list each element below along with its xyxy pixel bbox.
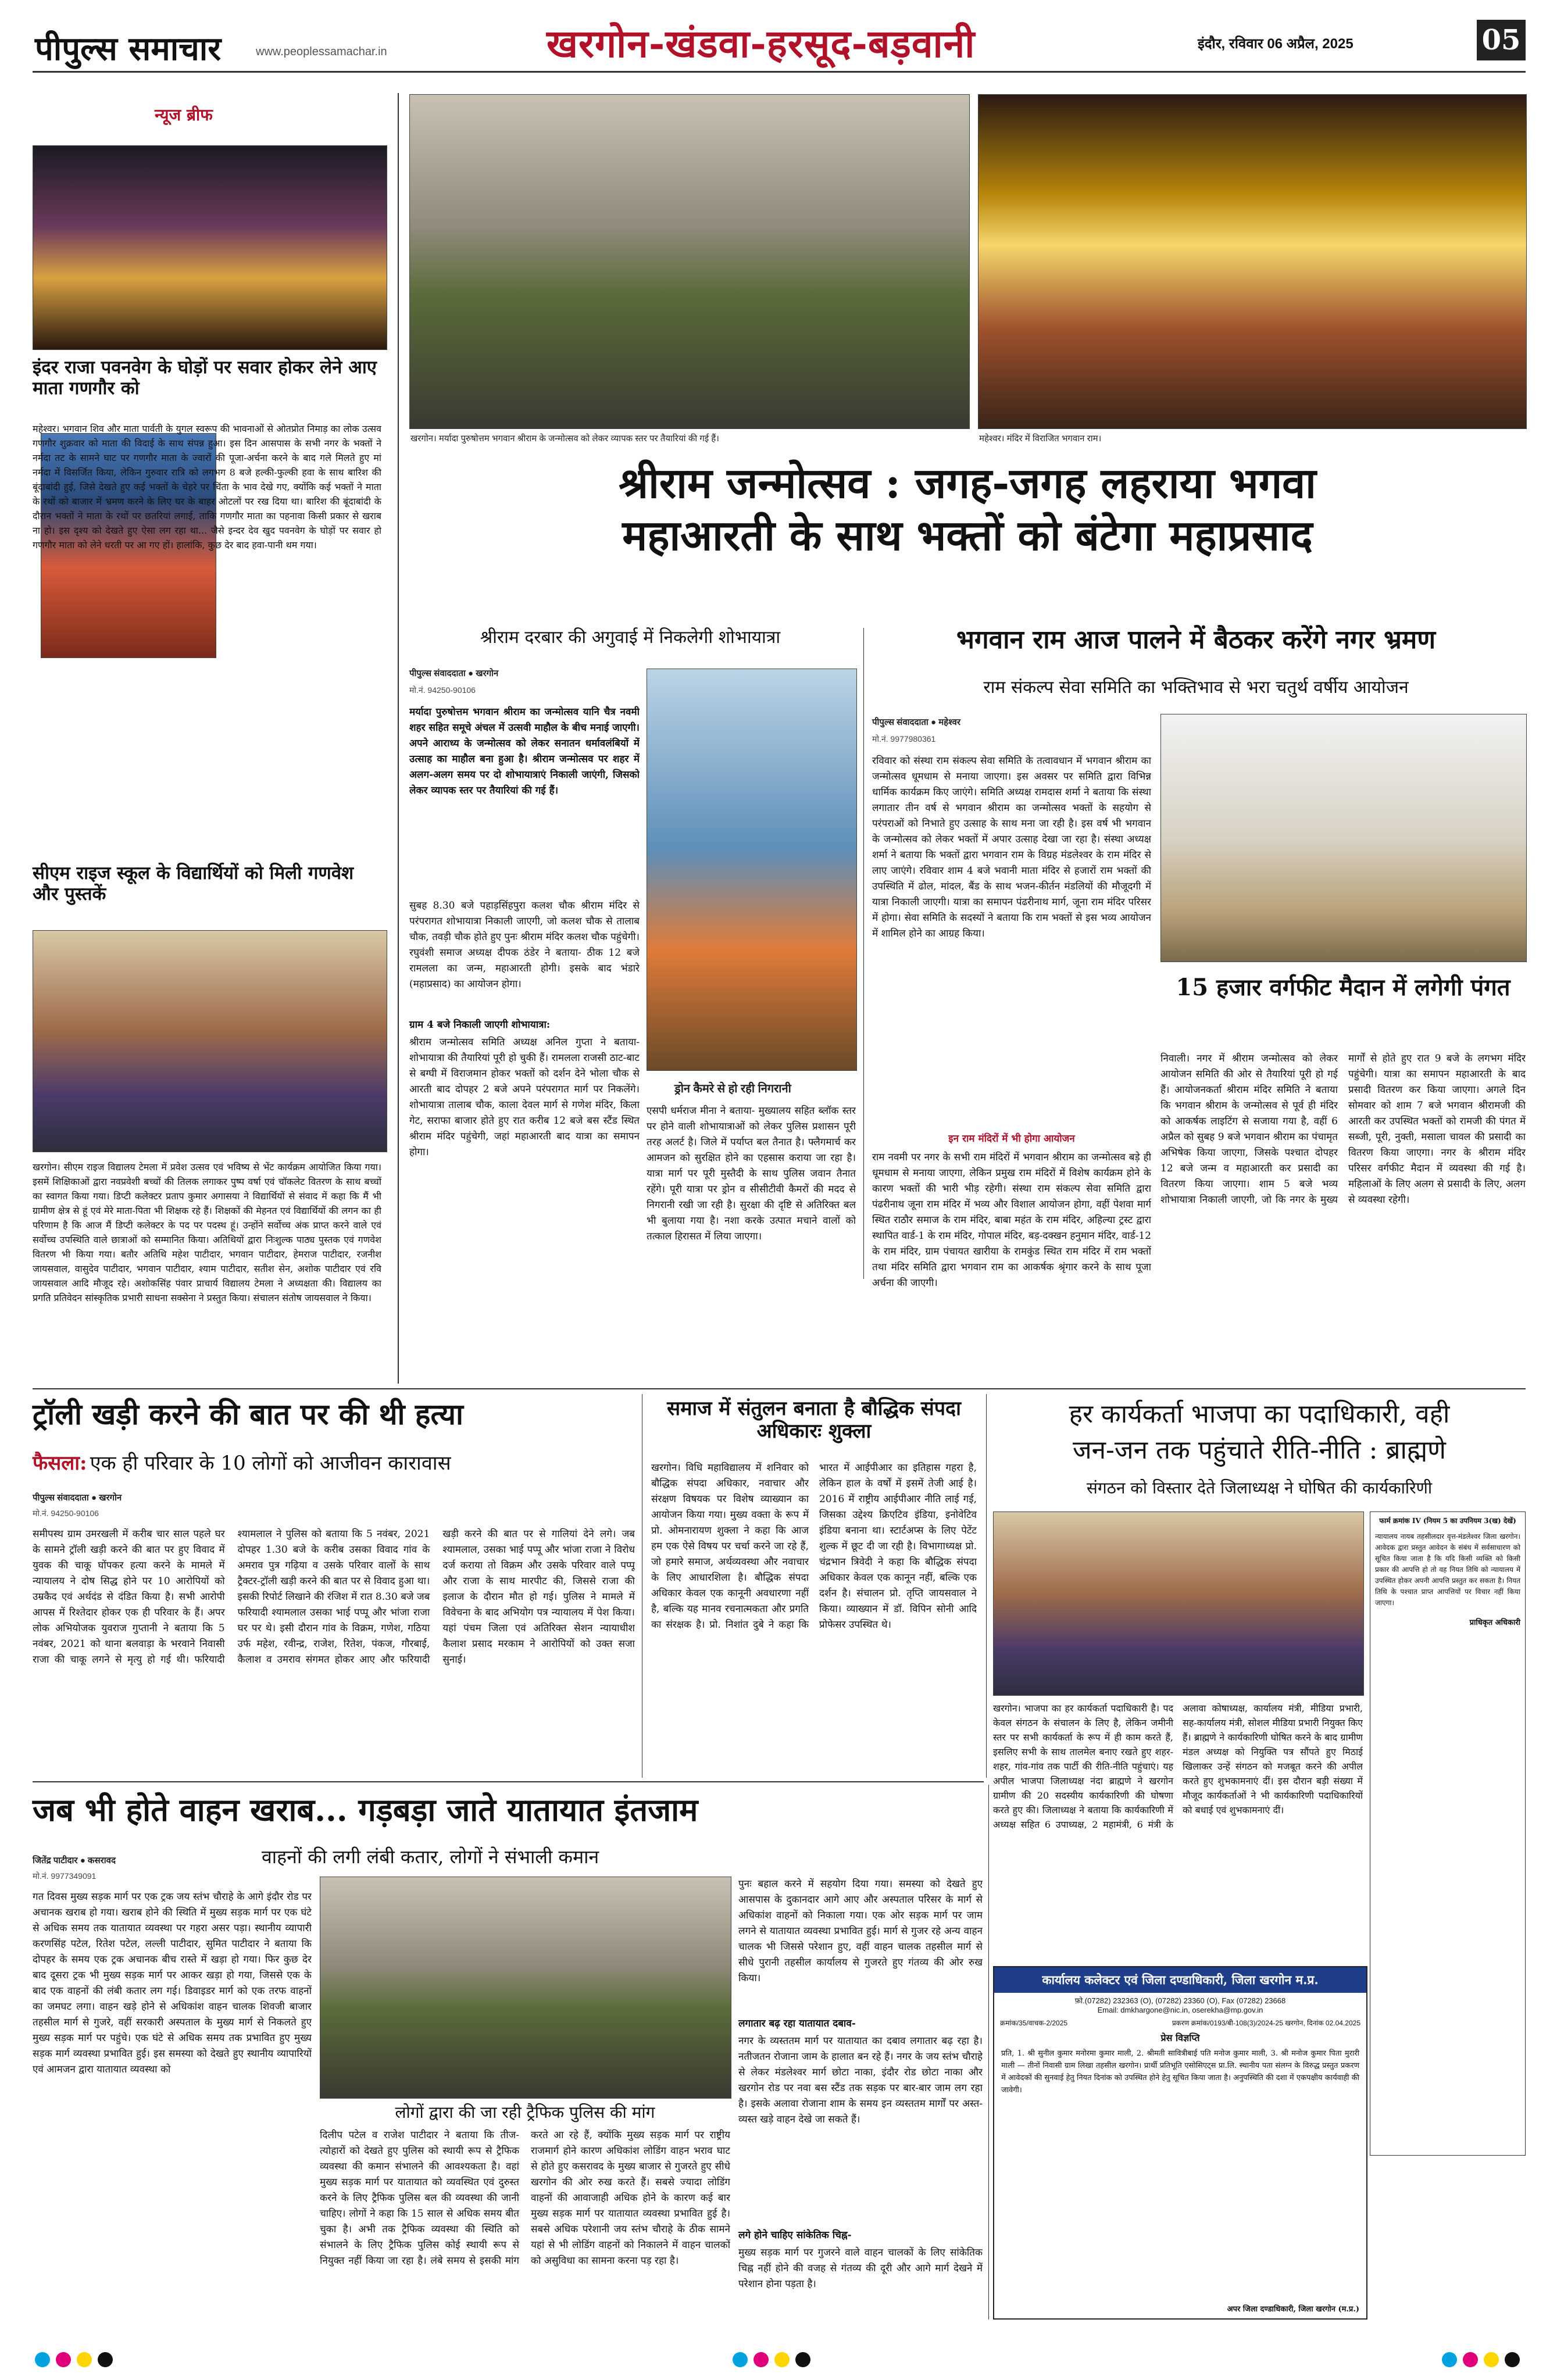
notice-body: प्रति, 1. श्री सुनील कुमार मनोरमा कुमार माली, 2. श्रीमती सावित्रीबाई पति मनोज कुमार माली, 3. श्री मनोज कुमार पिता मुरारी माली — तीनों निवासी ग्राम लिखा तहसील खरगोन। प्रार्थी प्रतिभूति एसोसिएट्स प्रा.लि. स्थानीय पता संलग्न के विरुद्ध प्रस्तुत प्रकरण में आवेदकों की सुनवाई हेतु नियत दिनांक को उपस्थित होने हेतु सूचित किया जाता है। अनुपस्थिति की दशा में एकपक्षीय कार्यवाही की जावेगी।	[1001, 2049, 1359, 2095]
black-mark	[98, 2352, 113, 2367]
traffic-body5: मुख्य सड़क मार्ग पर गुजरने वाले वाहन चालकों के लिए सांकेतिक चिह्न नहीं होने की वजह से गंतव्य की दूरी और आगे मार्ग देखने में परेशान होना पड़ता है।	[738, 2247, 983, 2290]
traffic-byline: जितेंद्र पाटीदार ● कसरावद	[33, 1856, 116, 1866]
school-photo	[33, 930, 387, 1152]
street-decoration-photo	[409, 94, 970, 429]
news-brief-1-headline: इंदर राजा पवनवेग के घोड़ों पर सवार होकर लेने आए माता गणगौर को	[33, 357, 377, 399]
main-subhead-col1: ग्राम 4 बजे निकाली जाएगी शोभायात्रा:	[409, 1019, 551, 1031]
right-body1: रविवार को संस्था राम संकल्प सेवा समिति के तत्वावधान में भगवान श्रीराम का जन्मोत्सव धूमधाम से मनाया जाएगा। इस अवसर पर समिति द्वारा विभिन्न धार्मिक कार्यक्रम किए जाएंगे। समिति अध्यक्ष रामदास शर्मा ने बताया कि संस्था लगातार तीन वर्ष से भगवान श्रीराम का जन्मोत्सव भक्तों के सहयोग से परंपराओं को निभाते हुए उत्साह के साथ मना जा रही है। इस वर्ष भी भगवान के जन्मोत्सव को लेकर भक्तों में अपार उत्साह देखा जा रहा है। संस्था अध्यक्ष शर्मा ने बताया कि भक्तों द्वारा भगवान राम के विग्रह मंडलेश्वर के राम मंदिर से लाए जाएंगे। रविवार शाम 4 बजे भवानी माता मंदिर से हजारों राम भक्तों की उपस्थिति में ढोल, मांदल, बैंड के साथ भजन-कीर्तन मंडलियों की मौजूदगी में यात्रा निकाली जाएगी। यात्रा का समापन पंढरीनाथ मार्ग, जूना राम मंदिर परिसर में होगा। सेवा समिति के सदस्यों ने बताया कि राम भक्तों से इस भव्य आयोजन में शामिल होने का आग्रह किया।	[872, 755, 1151, 939]
ram-statue-photo	[647, 669, 857, 1071]
box-headline: 15 हजार वर्गफीट मैदान में लगेगी पंगत	[1176, 974, 1510, 1001]
traffic-sub: लगातार बढ़ रहा यातायात दबाव-	[738, 2018, 856, 2029]
collector-notice	[993, 1966, 1367, 2320]
right-mobile: मो.नं. 9977980361	[872, 734, 936, 744]
page-number: 05	[1477, 20, 1526, 60]
column-divider-4	[988, 1785, 989, 2320]
bjp-headline-line2: जन-जन तक पहुंचाते रीति-नीति : ब्राह्मणे	[1072, 1435, 1446, 1465]
yellow-mark	[774, 2352, 790, 2367]
side-notice-body: न्यायालय नायब तहसीलदार वृत्त-मंडलेश्वर जिला खरगोन। आवेदक द्वारा प्रस्तुत आवेदन के संबंध में सर्वसाधारण को सूचित किया जाता है कि यदि किसी व्यक्ति को किसी प्रकार की आपत्ति हो तो वह नियत तिथि को न्यायालय में उपस्थित होकर अपनी आपत्ति प्रस्तुत कर सकता है। नियत तिथि के पश्चात प्राप्त आपत्तियों पर विचार नहीं किया जाएगा।	[1375, 1532, 1520, 1607]
section-rule-2	[33, 1781, 984, 1782]
right-subheadline: राम संकल्प सेवा समिति का भक्तिभाव से भरा चतुर्थ वर्षीय आयोजन	[983, 677, 1409, 698]
side-notice-header: फार्म क्रमांक IV (नियम 5 का उपनियम 3(ख) देखें)	[1379, 1517, 1516, 1525]
side-notice-footer: प्राधिकृत अधिकारी	[1469, 1618, 1520, 1627]
notice-email: Email: dmkhargone@nic.in, oserekha@mp.gov.in	[1097, 2006, 1263, 2014]
traffic-body3: पुनः बहाल करने में सहयोग दिया गया। समस्या को देखते हुए आसपास के दुकानदार आगे आए और अस्पताल परिसर के मार्ग से अधिकांश वाहनों को निकाला गया। एक ओर सड़क मार्ग पर जाम लगने से यातायात व्यवस्था प्रभावित हुई। मार्ग से गुजर रहे अन्य वाहन चालक भी जिससे परेशान हुए, वहीं वाहन चालक तहसील मार्ग से सीधे पुरानी तहसील कार्यालय से गुजरते हुए गंतव्य की ओर रुख किया।	[738, 1878, 983, 1984]
cyan-mark	[1442, 2352, 1457, 2367]
column-divider	[398, 93, 399, 1384]
trolley-deck	[33, 1449, 637, 1475]
main-headline-line1: श्रीराम जन्मोत्सव : जगह-जगह लहराया भगवा	[619, 458, 1316, 508]
left-mobile: मो.नं. 94250-90106	[409, 685, 476, 695]
news-brief-1-body: महेश्वर। भगवान शिव और माता पार्वती के युगल स्वरूप की भावनाओं से ओतप्रोत निमाड़ का लोक उत्सव गणगौर शुक्रवार को माता की विदाई के साथ संपन्न हुआ। इस दिन आसपास के सभी नगर के भक्तों ने नर्मदा तट के सामने घाट पर गणगौर माता के ज्वारों की पूजा-अर्चना करने के बाद गले मिलते हुए मां नर्मदा में विसर्जित किया, लेकिन गुरुवार रात्रि को लगभग 8 बजे हल्की-फुल्की हवा के साथ बारिश की बूंदाबांदी हुई, जिसे देखते हुए कई भक्तों के चेहरे पर चिंता के भाव देखे गए, क्योंकि कई भक्तों ने माता के रथों को बाजार में भ्रमण करने के लिए घर के बाहर ओटलों पर रख दिया था। बारिश की बूंदाबांदी के दौरान भक्तों ने माता के रथों पर छतरियां लगाई, ताकि गणगौर माता का पहनावा किसी प्रकार से खराब ना हो। इस दृश्य को देखते हुए ऐसा लग रहा था... जैसे इन्दर देव खुद पवनवेग के घोड़ों पर सवार हो गणगौर माता को लेने धरती पर आ गए हों। हालांकि, कुछ देर बाद हवा-पानी थम गया।	[33, 423, 381, 551]
bjp-body: खरगोन। भाजपा का हर कार्यकर्ता पदाधिकारी है। पद केवल संगठन के संचालन के लिए है, लेकिन जमीनी स्तर पर सभी कार्यकर्ता के रूप में ही काम करते हैं, इसलिए सभी के साथ तालमेल बनाए रखते हुए शहर-शहर, गांव-गांव तक पार्टी की रीति-नीति पहुंचाएं। यह अपील भाजपा जिलाध्यक्ष नंदा ब्राह्मणे ने खरगोन ग्रामीण की 20 सदस्यीय कार्यकारिणी की घोषणा करते हुए की। जिलाध्यक्ष ने बताया कि कार्यकारिणी में अध्यक्ष सहित 6 उपाध्यक्ष, 2 महामंत्री, 6 मंत्री के अलावा कोषाध्यक्ष, कार्यालय मंत्री, मीडिया प्रभारी, सह-कार्यालय मंत्री, सोशल मीडिया प्रभारी नियुक्त किए हैं। ब्राह्मणे ने कार्यकारिणी घोषित करने के बाद ग्रामीण मंडल अध्यक्ष को नियुक्ति पत्र सौंपते हुए मिठाई खिलाकर उन्हें संगठन को मजबूत करने की अपील करते हुए शुभकामनाएं दीं। इस दौरान बड़ी संख्या में मौजूद कार्यकर्ताओं ने भी कार्यकारिणी पदाधिकारियों को बधाई एवं शुभकामनाएं दीं।	[993, 1703, 1363, 1830]
temple-photo-caption: महेश्वर। मंदिर में विराजित भगवान राम।	[979, 434, 1102, 444]
box-body: निवाली। नगर में श्रीराम जन्मोत्सव को लेकर आयोजन समिति की ओर से तैयारियां पूरी हो गई हैं। आयोजनकर्ता श्रीराम मंदिर समिति ने बताया कि भगवान श्रीराम के जन्मोत्सव से पूर्व ही मंदिर को आकर्षक लाइटिंग से सजाया गया है, वहीं 6 अप्रैल को सुबह 9 बजे भगवान श्रीराम का पंचामृत अभिषेक किया जाएगा, जिसके पश्चात दोपहर 12 बजे जन्म व महाआरती कर प्रसादी का वितरण किया जाएगा। शाम 5 बजे भव्य शोभायात्रा निकाली जाएगी, जो कि नगर के मुख्य मार्गों से होते हुए रात 9 बजे के लगभग मंदिर पहुंचेगी। यात्रा का समापन महाआरती के बाद प्रसादी वितरण कर किया जाएगा। अगले दिन सोमवार को शाम 7 बजे भगवान श्रीरामजी की आरती कर उपस्थित भक्तों को रामजी की पंगत में सब्जी, पूरी, नुक्ती, मसाला चावल की प्रसादी का वितरण किया जाएगा। नगर के श्रीराम मंदिर परिसर वर्गफीट मैदान में व्यवस्था की गई है। महिलाओं के लिए अलग से प्रसादी के लिए, अलग से व्यवस्था रहेगी।	[1160, 1053, 1526, 1206]
traffic-headline: जब भी होते वाहन खराब... गड़बड़ा जाते यातायात इंतजाम	[33, 1791, 698, 1828]
trolley-mobile: मो.नं. 94250-90106	[33, 1509, 99, 1518]
left-subheadline: श्रीराम दरबार की अगुवाई में निकलेगी शोभायात्रा	[480, 627, 781, 648]
main-body-col2: एसपी धर्मराज मीना ने बताया- मुख्यालय सहित ब्लॉक स्तर पर होने वाली शोभायात्राओं को लेकर पुलिस प्रशासन पूरी तरह अलर्ट है। जिले में पर्याप्त बल तैनात है। फ्लैगमार्च कर आमजन को सुरक्षित होने का एहसास कराया जा रहा है। यात्रा मार्ग पर पूरी मुस्तैदी के साथ पुलिस जवान तैनात रहेंगे। पूरी यात्रा पर ड्रोन व सीसीटीवी कैमरों की मदद से निगरानी रखी जा रही है। सुरक्षा की दृष्टि से अतिरिक्त बल भी बुलाया गया है। नशा करके उत्पात मचाने वालों को तत्काल हिरासत में लिया जाएगा।	[647, 1105, 856, 1242]
magenta-mark	[753, 2352, 769, 2367]
bjp-group-photo	[993, 1511, 1364, 1696]
traffic-body2: दिलीप पटेल व राजेश पाटीदार ने बताया कि तीज-त्योहारों को देखते हुए पुलिस को स्थायी रूप से ट्रैफिक व्यवस्था की कमान संभालने की आवश्यकता है। वहां मुख्य सड़क मार्ग पर यातायात को व्यवस्थित एवं दुरुस्त करने के लिए ट्रैफिक पुलिस बल की व्यवस्था की जानी चाहिए। लोगों ने कहा कि 15 साल से अधिक समय बीत चुका है। अभी तक ट्रैफिक व्यवस्था की स्थिति को संभालने के लिए ट्रैफिक पुलिस कोई स्थायी रूप से नियुक्त नहीं किया जा रहा है। लंबे समय से इसकी मांग करते आ रहे हैं, क्योंकि मुख्य सड़क मार्ग पर राष्ट्रीय राजमार्ग होने कारण अधिकांश लोडिंग वाहन भराव घाट से होते हुए कसरावद के मुख्य बाजार से गुजरते हुए सीधे खरगोन की ओर रुख करते हैं। सबसे ज्यादा लोडिंग वाहनों की आवाजाही अधिक होने के कारण कई बार मुख्य सड़क मार्ग पर यातायात व्यवस्था प्रभावित हुई है। सबसे अधिक परेशानी जय स्तंभ चौराहे के ठीक सामने यहां से भी लोडिंग वाहनों को निकालने में वाहन चालकों को असुविधा का सामना करना पड़ रहा है।	[320, 2129, 730, 2267]
masthead	[0, 0, 1557, 87]
gangaur-photo	[33, 145, 387, 350]
news-brief-2-body: खरगोन। सीएम राइज विद्यालय टेमला में प्रवेश उत्सव एवं भविष्य से भेंट कार्यक्रम आयोजित किया गया। इसमें शिक्षिकाओं द्वारा नवप्रवेशी बच्चों की तिलक लगाकर पुष्प वर्षा एवं चॉकलेट वितरण के साथ बच्चों का स्वागत किया गया। डिप्टी कलेक्टर प्रताप कुमार अगासया ने विद्यार्थियों से संवाद में कहा कि मैं भी ग्रामीण क्षेत्र से हूं एवं मेरे माता-पिता भी शिक्षक रहे हैं। शिक्षकों की मेहनत एवं विद्यार्थियों की लगन का ही परिणाम है कि आज मैं डिप्टी कलेक्टर के पद पर पदस्थ हूं। उन्होंने सर्वोच्च अंक प्राप्त करने वाले एवं सर्वोच्च उपस्थिति वाले छात्राओं को सम्मानित किया। अतिथियों द्वारा निःशुल्क पाठ्य पुस्तक एवं गणवेश वितरण भी किया गया। बतौर अतिथि महेश पाटीदार, भगवान पाटीदार, हेमराज पाटीदार, रजनीश जायसवाल, वासुदेव पाटीदार, भगवान पाटीदार, श्याम पाटीदार, सतीश सेन, अशोक पाटीदार एवं रवि जायसवाल आदि मौजूद रहे। अशोकसिंह पंवार प्राचार्य विद्यालय टेमला ने अध्यक्षता की। विद्यालय का प्रगति प्रतिवेदन सांस्कृतिक प्रभारी साधना सक्सेना ने प्रस्तुत किया। संचालन संतोष जायसवाल ने किया।	[33, 1162, 381, 1303]
registration-marks	[0, 2349, 1557, 2372]
section-rule-1	[33, 1388, 1526, 1389]
main-body-col1: सुबह 8.30 बजे पहाड़सिंहपुरा कलश चौक श्रीराम मंदिर से परंपरागत शोभायात्रा निकाली जाएगी, जो कलश चौक से तालाब चौक, तवड़ी चौक होते हुए पुनः श्रीराम मंदिर कलश चौक पहुंचेगी। रघुवंशी समाज अध्यक्ष दीपक ठंडेर ने बताया- ठीक 12 बजे रामलला का जन्म, महाआरती होगी। इसके बाद भंडारे (महाप्रसाद) का आयोजन होगा।	[409, 900, 640, 990]
black-mark	[795, 2352, 810, 2367]
street-photo-caption: खरगोन। मर्यादा पुरुषोत्तम भगवान श्रीराम के जन्मोत्सव को लेकर व्यापक स्तर पर तैयारियां की गई हैं।	[410, 434, 719, 444]
main-intro: मर्यादा पुरुषोत्तम भगवान श्रीराम का जन्मोत्सव यानि चैत्र नवमी शहर सहित समूचे अंचल में उत्सवी माहौल के बीच मनाई जाएगी। अपने आराध्य के जन्मोत्सव को लेकर सनातन धर्मावलंबियों में उत्साह का माहौल बना हुआ है। श्रीराम जन्मोत्सव पर शहर में अलग-अलग समय पर दो शोभायात्राएं निकाली जाएंगी, जिसको लेकर व्यापक स्तर पर तैयारियां की गई हैं।	[409, 706, 640, 796]
main-body-col1b: श्रीराम जन्मोत्सव समिति अध्यक्ष अनिल गुप्ता ने बताया- शोभायात्रा की तैयारियां पूरी हो चुकी हैं। रामलला राजसी ठाट-बाट से बग्घी में विराजमान होकर भक्तों को दर्शन देने भोला चौक से आरती बाद दोपहर 2 बजे अपने परंपरागत मार्ग पर निकलेंगे। शोभायात्रा तालाब चौक, काला देवल मार्ग से गणेश मंदिर, किला गेट, सराफा बाजार होते हुए रात करीब 12 बजे बस स्टैंड स्थित श्रीराम मंदिर पहुंचेगी, जहां महाआरती बाद यात्रा का समापन होगा।	[409, 1037, 640, 1158]
trolley-deck-text: एक ही परिवार के 10 लोगों को आजीवन कारावास	[90, 1452, 451, 1475]
section-title: खरगोन-खंडवा-हरसूद-बड़वानी	[547, 21, 976, 66]
magenta-mark	[56, 2352, 71, 2367]
black-mark	[1505, 2352, 1520, 2367]
notice-footer: अपर जिला दण्डाधिकारी, जिला खरगोन (म.प्र.)	[1227, 2305, 1359, 2314]
traffic-photo-caption: लोगों द्वारा की जा रही ट्रैफिक पुलिस की मांग	[395, 2103, 655, 2122]
temple-lighting-photo	[1160, 714, 1527, 962]
trolley-headline: ट्रॉली खड़ी करने की बात पर की थी हत्या	[33, 1397, 463, 1431]
bjp-subheadline: संगठन को विस्तार देते जिलाध्यक्ष ने घोषित की कार्यकारिणी	[1086, 1478, 1433, 1498]
masthead-url: www.peoplessamachar.in	[256, 45, 387, 58]
trolley-deck-label: फैसला:	[33, 1452, 87, 1475]
trolley-byline: पीपुल्स संवाददाता ● खरगोन	[33, 1493, 122, 1503]
statue-photo-caption: ड्रोन कैमरे से हो रही निगरानी	[674, 1082, 791, 1095]
right-subhead2: इन राम मंदिरों में भी होगा आयोजन	[948, 1133, 1075, 1145]
right-byline: पीपुल्स संवाददाता ● महेश्वर	[872, 717, 960, 727]
notice-header: कार्यालय कलेक्टर एवं जिला दण्डाधिकारी, जिला खरगोन म.प्र.	[994, 1967, 1366, 1993]
yellow-mark	[77, 2352, 92, 2367]
traffic-sub2: लगे होने चाहिए सांकेतिक चिह्न-	[738, 2229, 852, 2241]
masthead-date: इंदौर, रविवार 06 अप्रैल, 2025	[1198, 36, 1354, 52]
trolley-body: समीपस्थ ग्राम उमरखली में करीब चार साल पहले घर के सामने ट्रॉली खड़ी करने की बात पर हुए विवाद में युवक की चाकू घोंपकर हत्या करने के मामले में न्यायालय ने दोष सिद्ध होने पर 10 आरोपियों को उम्रकैद एवं अर्थदंड से दंडित किया है। सभी आरोपी आपस में रिश्तेदार होकर एक ही परिवार के हैं। अपर लोक अभियोजक युवराज गुप्तानी ने बताया कि 5 नवंबर, 2021 को थाना बलवाड़ा के भरवाने निवासी राजा की चाकू लगने से मृत्यु हो गई थी। फरियादी श्यामलाल ने पुलिस को बताया कि 5 नवंबर, 2021 दोपहर 1.30 बजे के करीब उसका विवाद गांव के अमराव पुत्र गढ़िया व उसके परिवार वालों के साथ ट्रैक्टर-ट्रॉली खड़ी करने की बात पर से विवाद हुआ था। इसकी रिपोर्ट लिखाने की रंजिश में रात 8.30 बजे जब फरियादी श्यामलाल उसका भाई पप्पू और भांजा राजा घर पर थे। इसी दौरान गांव के विक्रम, गणेश, गठिया उर्फ महेश, रवीन्द्र, राजेश, रितेश, पंकज, गौरबाई, कैलाश व उमराव संगमत होकर आए और फरियादी खड़ी करने की बात पर से गालियां देने लगे। जब श्यामलाल, उसका भाई पप्पू और भांजा राजा ने विरोध दर्ज कराया तो विक्रम और उसके परिवार वाले पप्पू और राजा के साथ मारपीट की, जिससे राजा की इलाज के दौरान मौत हो गई। पुलिस ने मामले में विवेचना के बाद अभियोग पत्र न्यायालय में पेश किया। यहां पंचम जिला एवं अतिरिक्त सेशन न्यायाधीश कैलाश प्रसाद मरकाम ने आरोपियों को उक्त सजा सुनाई।	[33, 1528, 635, 1666]
masthead-logo: पीपुल्स समाचार	[35, 30, 222, 68]
notice-ref-row	[994, 2014, 1366, 2028]
notice-phone: फ़ो.(07282) 232363 (O), (07282) 23360 (O), Fax (07282) 23668	[1074, 1996, 1286, 2005]
news-brief-2-headline: सीएम राइज स्कूल के विद्यार्थियों को मिली गणवेश और पुस्तकें	[33, 863, 354, 905]
magenta-mark	[1463, 2352, 1478, 2367]
left-byline: पीपुल्स संवाददाता ● खरगोन	[409, 669, 499, 678]
right-headline: भगवान राम आज पालने में बैठकर करेंगे नगर भ्रमण	[956, 625, 1436, 655]
traffic-body1: गत दिवस मुख्य सड़क मार्ग पर एक ट्रक जय स्तंभ चौराहे के आगे इंदौर रोड पर अचानक खराब हो गया। खराब होने की स्थिति में मुख्य सड़क मार्ग पर एक घंटे से अधिक समय तक यातायात व्यवस्था पर गहरा असर पड़ा। स्थानीय व्यापारी करणसिंह पटेल, रितेश पटेल, लल्ली पाटीदार, सुमित पाटीदार ने बताया कि दोपहर के समय एक ट्रक अचानक बीच रास्ते में खड़ा हो गया। फिर कुछ देर बाद दूसरा ट्रक भी मुख्य सड़क मार्ग पर आकर खड़ा हो गया, जिससे एक के बाद एक वाहनों की लंबी कतार लग गई। डिवाइडर मार्ग को एक तरफ वाहनों का जमघट लगा। वाहन खड़े होने से अधिकांश वाहन चालक शिवजी बाजार तहसील मार्ग से गुजरे, वहीं सरकारी अस्पताल के मुख्य मार्ग से निकलते हुए मुख्य सड़क मार्ग पर पहुंचे। एक घंटे से अधिक समय तक प्रभावित हुए मुख्य सड़क मार्ग व्यवस्था प्रभावित हुई। इस समस्या को देखते हुए स्थानीय व्यापारियों एवं आमजन द्वारा यातायात व्यवस्था को	[33, 1891, 312, 2075]
bjp-headline-line1: हर कार्यकर्ता भाजपा का पदाधिकारी, वही	[1069, 1399, 1450, 1429]
masthead-rule	[33, 71, 1526, 73]
inner-divider	[863, 628, 864, 1279]
news-brief-column	[33, 93, 387, 1384]
notice-ref-right: प्रकरण क्रमांक/0193/बी-108(3)/2024-25 खरगोन, दिनांक 02.04.2025	[1172, 2019, 1360, 2027]
side-legal-notice	[1370, 1511, 1526, 2156]
right-body2: राम नवमी पर नगर के सभी राम मंदिरों में भगवान श्रीराम का जन्मोत्सव बड़े ही धूमधाम से मनाया जाएगा, लेकिन प्रमुख राम मंदिरों में विशेष कार्यक्रम होने के कारण भक्तों की भारी भीड़ रहेगी। संस्था राम संकल्प सेवा समिति द्वारा पंढरीनाथ जूना राम मंदिर में भव्य और विशाल आयोजन होगा, वहीं पेशवा मार्ग स्थित राठौर समाज के राम मंदिर, बाबा महंत के राम मंदिर, अहिल्या ट्रस्ट द्वारा स्थापित वार्ड-1 के राम मंदिर, गोपाल मंदिर, बड़-दक्खन हनुमान मंदिर, वार्ड-12 के राम मंदिर, ग्राम पंचायत खारीया के रामकुंड स्थित राम मंदिर में राम भक्तों तथा मंदिर समिति द्वारा भगवान राम का आकर्षक श्रृंगार करने के साथ पूजा अर्चना की जाएगी।	[872, 1152, 1151, 1289]
cyan-mark	[35, 2352, 50, 2367]
main-headline-line2: महाआरती के साथ भक्तों को बंटेगा महाप्रसाद	[622, 510, 1313, 560]
notice-ref-left: क्रमांक/35/वाचक-2/2025	[1000, 2019, 1068, 2027]
yellow-mark	[1484, 2352, 1499, 2367]
column-divider-3	[986, 1394, 987, 1778]
ipr-body: खरगोन। विधि महाविद्यालय में शनिवार को बौद्धिक संपदा अधिकार, नवाचार और संरक्षण विषयक पर विशेष व्याख्यान का आयोजन किया गया। मुख्य वक्ता के रूप में प्रो. ओमनारायण शुक्ला ने कहा कि आज हम एक ऐसे विषय पर चर्चा करने जा रहे हैं, जो हमारे समाज, अर्थव्यवस्था और नवाचार के लिए आधारशिला है। बौद्धिक संपदा अधिकार केवल एक कानूनी अवधारणा नहीं है, बल्कि यह मानव रचनात्मकता और प्रगति का संरक्षक है। प्रो. निशांत दुबे ने कहा कि भारत में आईपीआर का इतिहास गहरा है, लेकिन हाल के वर्षों में इसमें तेजी आई है। 2016 में राष्ट्रीय आईपीआर नीति लाई गई, जिसका उद्देश्य क्रिएटिव इंडिया, इनोवेटिव इंडिया बनाना था। स्टार्टअप्स के लिए पेटेंट शुल्क में छूट दी जा रही है। विभागाध्यक्ष प्रो. चंद्रभान त्रिवेदी ने कहा कि बौद्धिक संपदा अधिकार केवल एक कानून नहीं, बल्कि एक दर्शन है। संचालन प्रो. तृप्ति जायसवाल ने किया। व्याख्यान में डॉ. विपिन सोनी आदि प्रोफेसर उपस्थित थे।	[651, 1462, 977, 1631]
notice-title: प्रेस विज्ञप्ति	[1160, 2032, 1200, 2043]
traffic-body4: नगर के व्यस्ततम मार्ग पर यातायात का दबाव लगातार बढ़ रहा है। नतीजतन रोजाना जाम के हालात बन रहे हैं। नगर के जय स्तंभ चौराहे से लेकर मंडलेश्वर मार्ग छोटा नाका, इंदौर रोड छोटा नाका और खरगोन रोड पर नवा बस स्टैंड तक सड़क पर बार-बार जाम लग रहा है। इसके अलावा रोजाना शाम के समय इन व्यस्ततम मार्गों पर अस्त-व्यस्त खड़े वाहन देखे जा सकते हैं।	[738, 2035, 983, 2125]
traffic-deck: वाहनों की लगी लंबी कतार, लोगों ने संभाली कमान	[262, 1846, 599, 1868]
ram-temple-photo	[978, 94, 1527, 429]
ipr-headline: समाज में संतुलन बनाता है बौद्धिक संपदा अधिकारः शुक्ला	[667, 1397, 961, 1443]
traffic-jam-photo	[320, 1877, 731, 2099]
cyan-mark	[733, 2352, 748, 2367]
news-brief-label: न्यूज ब्रीफ	[155, 105, 213, 124]
traffic-mobile: मो.नं. 9977349091	[33, 1871, 97, 1881]
